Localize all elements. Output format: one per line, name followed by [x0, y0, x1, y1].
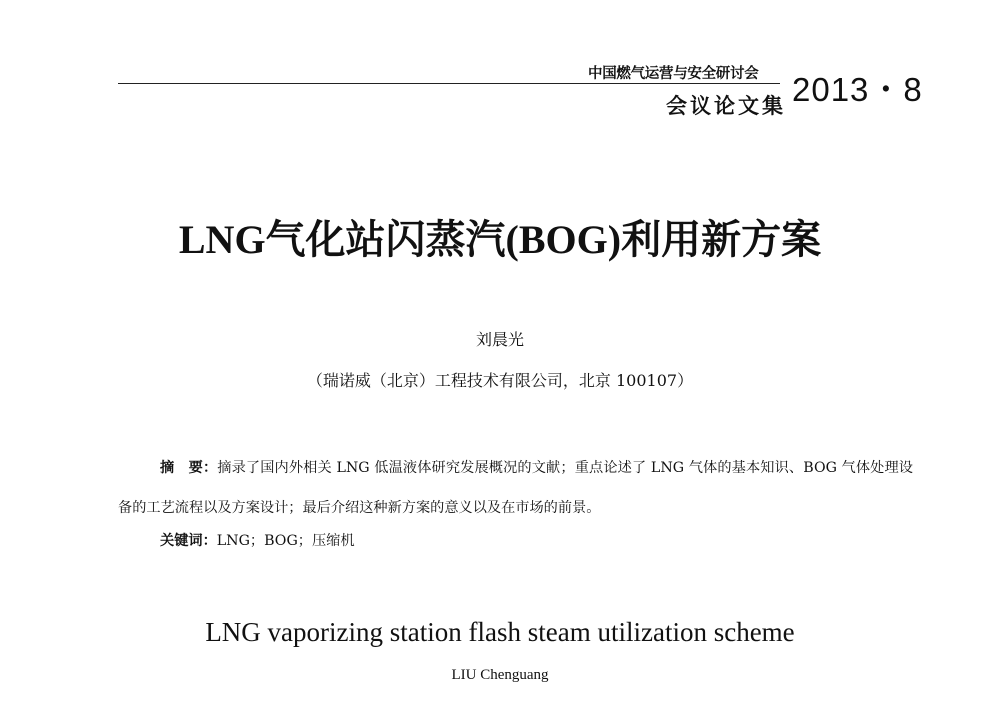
keywords-text: LNG；BOG；压缩机 [216, 533, 355, 549]
abstract-paragraph [118, 448, 913, 528]
abstract-label: 摘 要： [160, 460, 218, 476]
author-name-en: LIU Chenguang [451, 667, 549, 683]
proceedings-label: 会议论文集 [666, 94, 786, 118]
affiliation-zh: （瑞诺威（北京）工程技术有限公司，北京 100107） [306, 371, 694, 390]
paper-title-zh: LNG气化站闪蒸汽(BOG)利用新方案 [178, 217, 822, 262]
author-name-zh: 刘晨光 [475, 330, 524, 349]
header-rule [118, 83, 780, 84]
paper-title-en: LNG vaporizing station flash steam utilization scheme [205, 617, 795, 647]
keywords-label: 关键词： [160, 533, 217, 549]
abstract-text: 摘录了国内外相关 LNG 低温液体研究发展概况的文献；重点论述了 LNG 气体的基本知识、BOG 气体处理设备的工艺流程以及方案设计；最后介绍这种新方案的意义以及在市场的前景。 [118, 460, 913, 516]
conference-name: 中国燃气运营与安全研讨会 [588, 66, 759, 82]
issue-number: 2013・8 [792, 71, 923, 108]
keywords-line [160, 530, 355, 550]
